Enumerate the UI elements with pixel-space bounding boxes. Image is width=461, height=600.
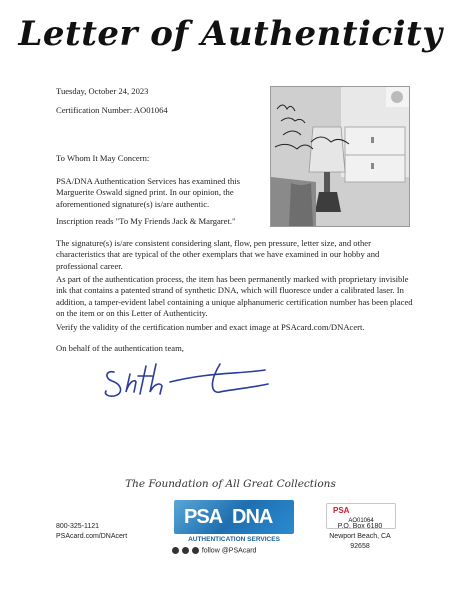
logo-badge xyxy=(174,500,294,534)
social-handle: follow @PSAcard xyxy=(201,547,257,555)
social-follow xyxy=(172,547,296,555)
phone-number: 800-325-1121 xyxy=(56,523,100,530)
contact-right xyxy=(320,522,400,552)
inscription-text: Inscription reads "To My Friends Jack & Margaret." xyxy=(56,216,236,226)
salutation: To Whom It May Concern: xyxy=(56,153,150,163)
closing-line: On behalf of the authentication team, xyxy=(56,343,184,353)
page-title: Letter of Authenticity xyxy=(18,14,443,54)
city-address: Newport Beach, CA 92658 xyxy=(329,533,391,550)
logo-subtitle: AUTHENTICATION SERVICES xyxy=(188,536,280,543)
paragraph-dna-process: As part of the authentication process, the item has been permanently marked with proprietary invisible ink that contains a patented strand of synthetic DNA, which will fluoresce under a calibrated laser. In addition, a tamper-evident label containing a unique alphanumeric certification number has been placed on the item or on this Letter of Authenticity. xyxy=(56,274,413,319)
paragraph-consistency: The signature(s) is/are consistent considering slant, flow, pen pressure, letter size, and other characteristics that are typical of the other exemplars that we have examined in our hobby and professional career. xyxy=(56,238,380,271)
po-box: P.O. Box 6180 xyxy=(337,523,383,530)
psa-dna-logo xyxy=(174,500,294,548)
verify-url: PSAcard.com/DNAcert xyxy=(56,533,128,540)
signed-print-image xyxy=(271,87,409,226)
paragraph-examination: PSA/DNA Authentication Services has examined this Marguerite Oswald signed print. In our opinion, the aforementioned signature(s) is/are authentic. xyxy=(56,176,241,209)
label-number: AO01064 xyxy=(348,518,374,524)
authenticator-signature xyxy=(100,354,270,404)
label-brand: PSA xyxy=(333,506,350,515)
social-icons xyxy=(172,547,200,554)
certification-number: Certification Number: AO01064 xyxy=(56,105,168,115)
twitter-icon xyxy=(182,547,189,554)
instagram-icon xyxy=(192,547,199,554)
logo-dna-text: DNA xyxy=(232,506,273,528)
foundation-tagline: The Foundation of All Great Collections xyxy=(125,478,336,490)
letter-date: Tuesday, October 24, 2023 xyxy=(56,86,149,96)
logo-psa-text: PSA xyxy=(184,506,223,528)
paragraph-verify: Verify the validity of the certification number and exact image at PSAcard.com/DNAcert. xyxy=(56,322,365,332)
contact-left xyxy=(56,522,127,542)
signed-print-photo xyxy=(270,86,410,227)
facebook-icon xyxy=(172,547,179,554)
